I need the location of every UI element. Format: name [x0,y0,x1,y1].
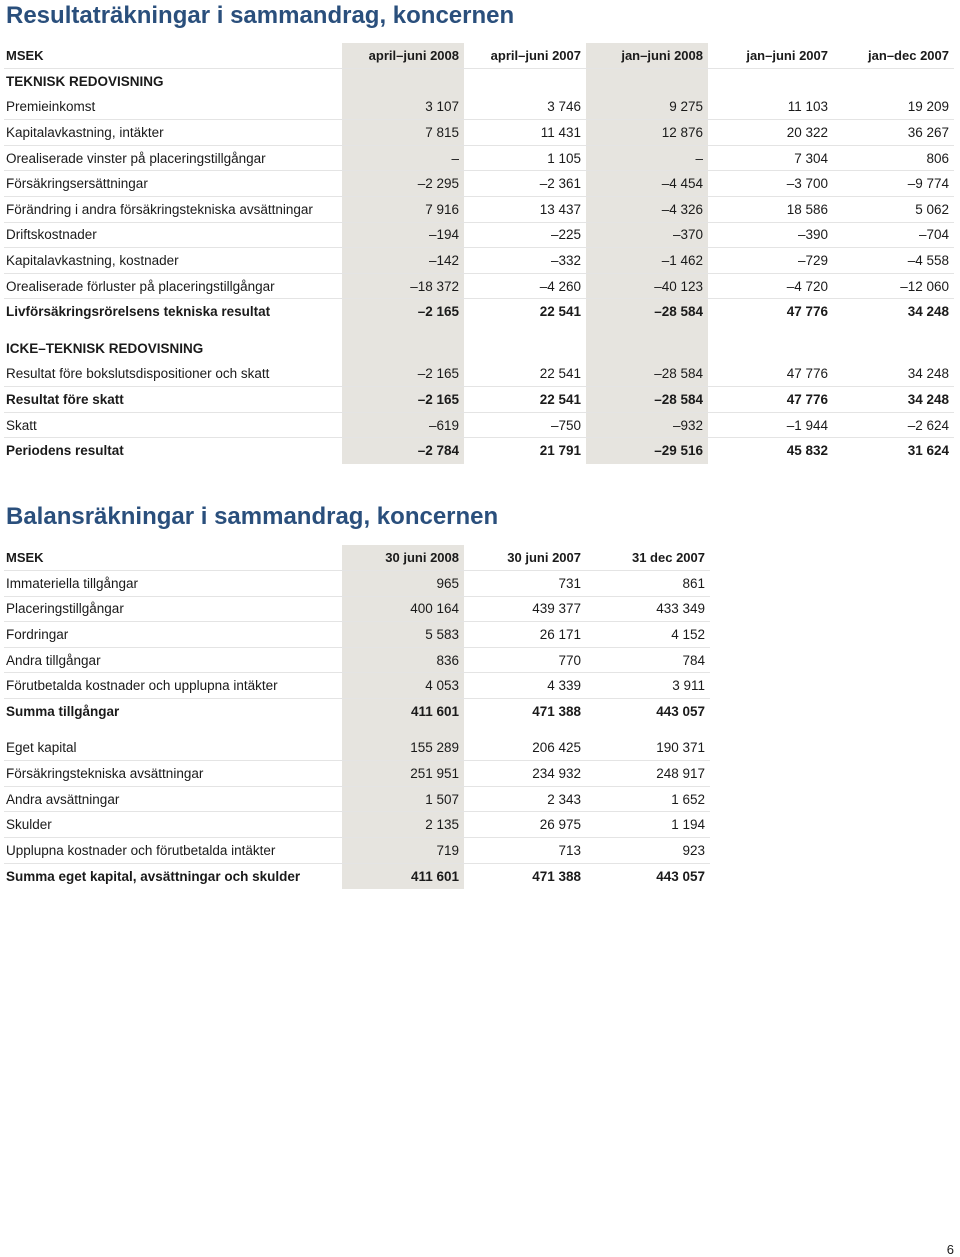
cell: –12 060 [833,273,954,299]
cell: –619 [342,412,464,438]
total-row [4,863,710,889]
row-label: Orealiserade förluster på placeringstillgångar [4,273,342,299]
section-heading: ICKE–TEKNISK REDOVISNING [6,340,204,356]
section-row [4,336,954,362]
cell: –4 260 [464,273,586,299]
cell: 22 541 [539,304,581,320]
table-row [4,248,954,274]
cell: 26 171 [464,622,586,648]
cell: 2 135 [342,812,464,838]
row-label: Skulder [4,812,342,838]
table-row [4,622,710,648]
cell: 400 164 [342,596,464,622]
cell: 923 [586,838,710,864]
section-row [4,69,954,95]
cell: 4 152 [586,622,710,648]
header-cell: MSEK [4,545,342,571]
cell: –2 361 [464,171,586,197]
income-statement-title: Resultaträkningar i sammandrag, koncernen [6,2,515,29]
table-row [4,361,954,387]
table-row [4,735,710,761]
table-row [4,171,954,197]
balance-sheet-table [4,545,710,889]
header-cell: april–juni 2007 [464,43,586,69]
cell: –932 [586,412,708,438]
cell: – [586,145,708,171]
table-row [4,838,710,864]
cell: 26 975 [464,812,586,838]
balance-sheet-title: Balansräkningar i sammandrag, koncernen [6,503,499,530]
table-row [4,197,954,223]
cell: 234 932 [464,761,586,787]
cell: 11 431 [464,120,586,146]
cell: –2 624 [833,412,954,438]
total-row [4,438,954,464]
row-label: Andra avsättningar [4,786,342,812]
cell: 471 388 [532,704,581,720]
header-cell: april–juni 2008 [342,43,464,69]
row-label: Resultat före bokslutsdispositioner och skatt [4,361,342,387]
row-label: Försäkringsersättningar [4,171,342,197]
cell: –2 165 [342,387,464,413]
table-row [4,673,710,699]
page-number: 6 [946,1242,954,1257]
row-label: Placeringstillgångar [4,596,342,622]
cell: –28 584 [586,361,708,387]
cell: 471 388 [532,868,581,884]
income-header-row [4,43,954,69]
cell: 1 194 [586,812,710,838]
row-label: Upplupna kostnader och förutbetalda intäkter [4,838,342,864]
cell: 784 [586,647,710,673]
cell: 731 [464,571,586,597]
cell: –29 516 [586,438,708,464]
row-label: Orealiserade vinster på placeringstillgångar [4,145,342,171]
table-row [4,647,710,673]
cell: 4 339 [464,673,586,699]
cell: 206 425 [464,735,586,761]
cell: 12 876 [586,120,708,146]
section-heading: TEKNISK REDOVISNING [6,74,164,90]
table-row [4,786,710,812]
header-cell: 30 juni 2007 [464,545,586,571]
cell: –370 [586,222,708,248]
cell: –4 558 [833,248,954,274]
cell: 443 057 [656,704,705,720]
table-row [4,812,710,838]
row-label: Livförsäkringsrörelsens tekniska resultat [6,304,271,320]
cell: 2 343 [464,786,586,812]
cell: 836 [342,647,464,673]
cell: 7 815 [342,120,464,146]
table-row [4,596,710,622]
row-label: Förändring i andra försäkringstekniska avsättningar [4,197,342,223]
cell: 9 275 [586,94,708,120]
cell: 3 911 [586,673,710,699]
cell: 21 791 [539,443,581,459]
cell: 411 601 [342,863,464,889]
cell: 3 746 [464,94,586,120]
table-row [4,412,954,438]
cell: 4 053 [342,673,464,699]
cell: 806 [833,145,954,171]
cell: 22 541 [464,387,586,413]
cell: –390 [708,222,833,248]
cell: 5 583 [342,622,464,648]
cell: 11 103 [708,94,833,120]
header-cell: MSEK [4,43,342,69]
row-label: Periodens resultat [6,443,124,459]
total-row [4,699,710,725]
cell: 7 304 [708,145,833,171]
header-cell: jan–juni 2007 [708,43,833,69]
row-label: Resultat före skatt [4,387,342,413]
cell: – [342,145,464,171]
table-row [4,94,954,120]
cell: 36 267 [833,120,954,146]
cell: 1 507 [342,786,464,812]
header-cell: 31 dec 2007 [586,545,710,571]
cell: 13 437 [464,197,586,223]
row-label: Eget kapital [4,735,342,761]
header-cell: jan–dec 2007 [833,43,954,69]
row-label: Driftskostnader [4,222,342,248]
cell: 965 [342,571,464,597]
cell: –1 462 [586,248,708,274]
cell: –28 584 [586,387,708,413]
header-cell: jan–juni 2008 [586,43,708,69]
table-row [4,145,954,171]
cell: 713 [464,838,586,864]
total-row [4,299,954,325]
cell: 34 248 [907,304,949,320]
row-label: Immateriella tillgångar [4,571,342,597]
cell: 31 624 [907,443,949,459]
cell: 439 377 [464,596,586,622]
cell: 3 107 [342,94,464,120]
cell: –9 774 [833,171,954,197]
cell: 45 832 [786,443,828,459]
cell: 861 [586,571,710,597]
cell: –4 326 [586,197,708,223]
cell: 1 652 [586,786,710,812]
cell: 5 062 [833,197,954,223]
cell: 411 601 [342,699,464,725]
cell: 7 916 [342,197,464,223]
table-row [4,273,954,299]
table-row [4,222,954,248]
row-label: Kapitalavkastning, intäkter [4,120,342,146]
cell: –2 784 [342,438,464,464]
balance-header-row [4,545,710,571]
cell: 34 248 [833,387,954,413]
row-label: Summa eget kapital, avsättningar och skulder [6,868,301,884]
cell: 190 371 [586,735,710,761]
cell: –2 165 [342,361,464,387]
cell: 251 951 [342,761,464,787]
cell: –4 454 [586,171,708,197]
income-statement-table [4,43,954,464]
table-row [4,387,954,413]
cell: –729 [708,248,833,274]
cell: –704 [833,222,954,248]
cell: –194 [342,222,464,248]
cell: –225 [464,222,586,248]
cell: –2 295 [342,171,464,197]
cell: –18 372 [342,273,464,299]
cell: 22 541 [464,361,586,387]
row-label: Kapitalavkastning, kostnader [4,248,342,274]
cell: –40 123 [586,273,708,299]
table-row [4,120,954,146]
cell: 1 105 [464,145,586,171]
header-cell: 30 juni 2008 [342,545,464,571]
row-label: Skatt [4,412,342,438]
cell: 47 776 [708,361,833,387]
cell: 248 917 [586,761,710,787]
cell: –332 [464,248,586,274]
cell: 47 776 [708,387,833,413]
cell: 443 057 [656,868,705,884]
cell: 719 [342,838,464,864]
cell: 34 248 [833,361,954,387]
cell: –1 944 [708,412,833,438]
cell: 19 209 [833,94,954,120]
row-label: Andra tillgångar [4,647,342,673]
row-label: Försäkringstekniska avsättningar [4,761,342,787]
table-row [4,571,710,597]
cell: –750 [464,412,586,438]
row-label: Förutbetalda kostnader och upplupna intäkter [4,673,342,699]
cell: 20 322 [708,120,833,146]
cell: 18 586 [708,197,833,223]
row-label: Premieinkomst [4,94,342,120]
row-label: Summa tillgångar [6,704,120,720]
cell: –28 584 [586,299,708,325]
cell: –4 720 [708,273,833,299]
table-row [4,761,710,787]
cell: –2 165 [342,299,464,325]
cell: 155 289 [342,735,464,761]
row-label: Fordringar [4,622,342,648]
cell: –142 [342,248,464,274]
cell: 47 776 [786,304,828,320]
cell: 433 349 [586,596,710,622]
cell: 770 [464,647,586,673]
cell: –3 700 [708,171,833,197]
